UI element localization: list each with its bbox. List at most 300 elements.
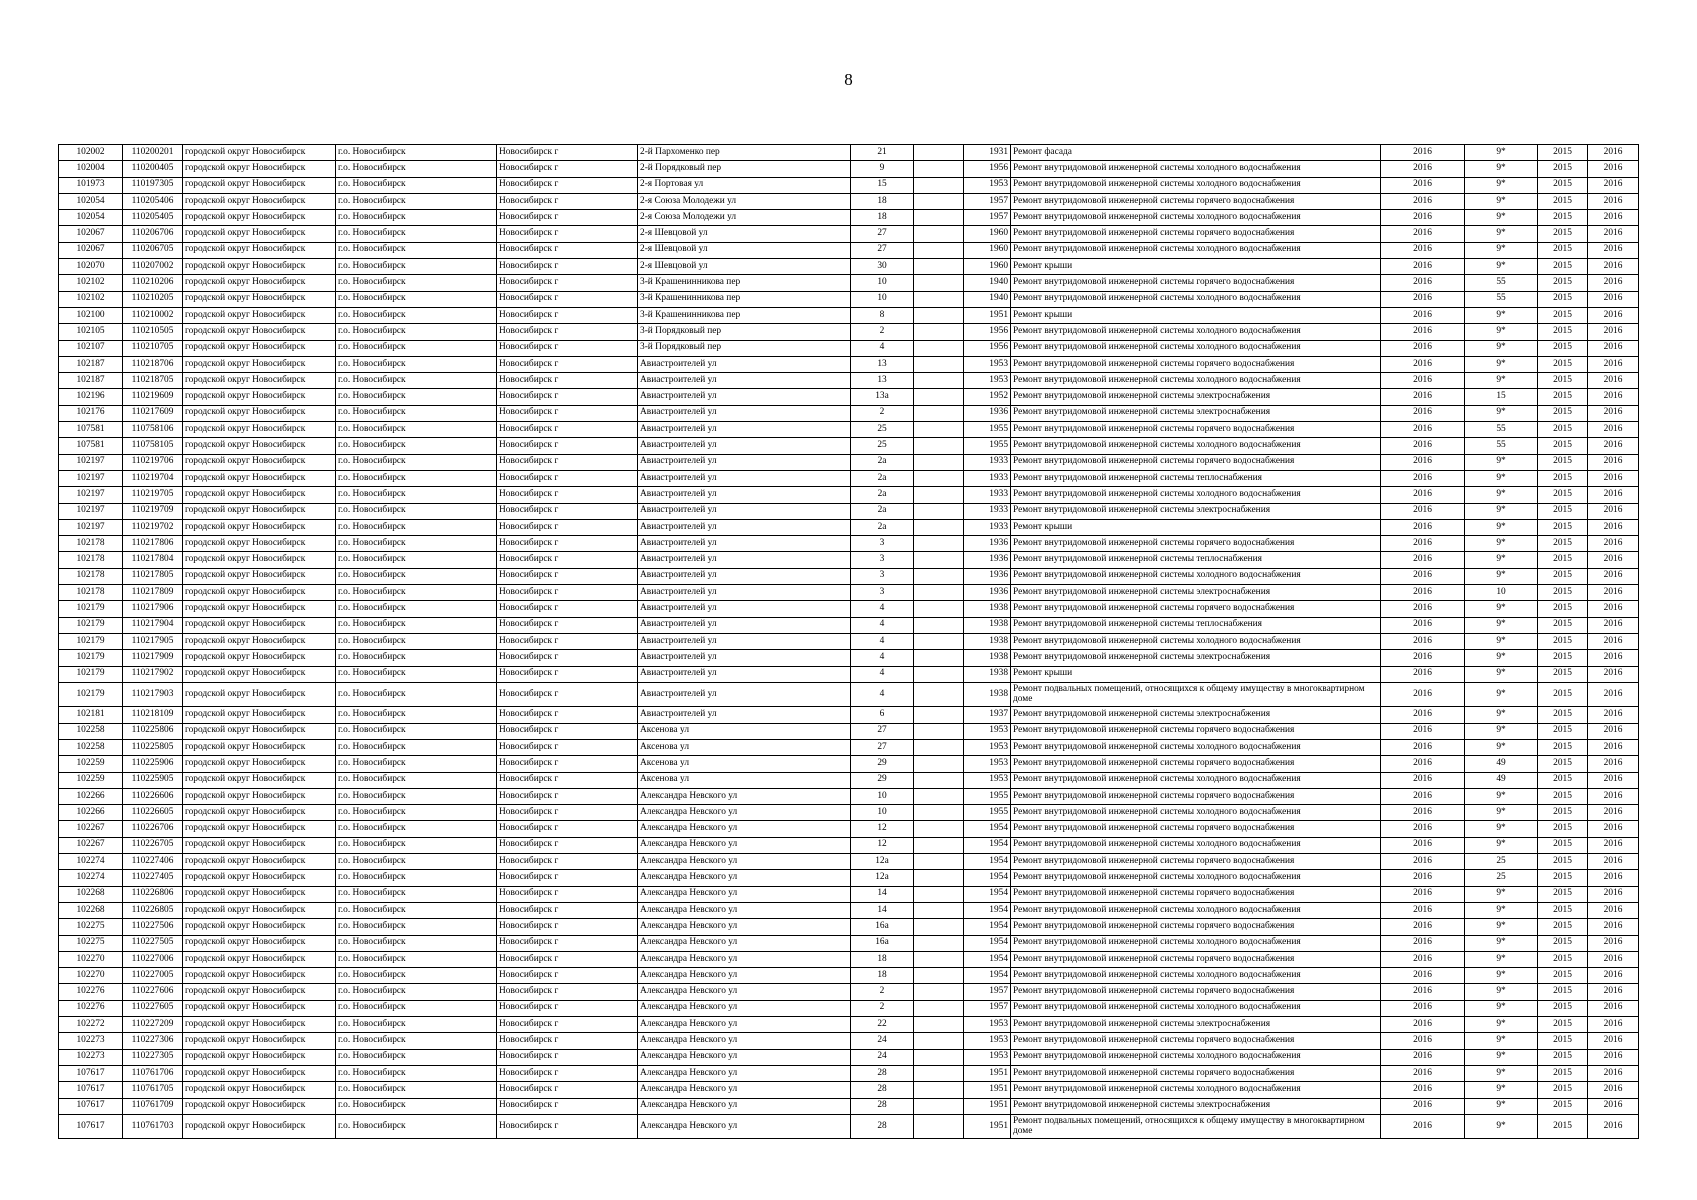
work-type-cell: Ремонт внутридомовой инженерной системы холодного водоснабжения (1011, 242, 1381, 258)
work-code-cell: 110200201 (123, 145, 183, 161)
work-type-cell: Ремонт внутридомовой инженерной системы холодного водоснабжения (1011, 177, 1381, 193)
repair-year-cell: 2016 (1381, 1049, 1465, 1065)
end-year-cell: 2016 (1588, 935, 1639, 951)
empty-cell (914, 324, 964, 340)
municipality-cell: г.о. Новосибирск (336, 1017, 497, 1033)
repair-year-cell: 2016 (1381, 1114, 1465, 1139)
municipality-cell: г.о. Новосибирск (336, 633, 497, 649)
municipality-cell: г.о. Новосибирск (336, 650, 497, 666)
district-cell: городской округ Новосибирск (183, 552, 336, 568)
municipality-cell: г.о. Новосибирск (336, 487, 497, 503)
work-type-cell: Ремонт внутридомовой инженерной системы холодного водоснабжения (1011, 291, 1381, 307)
street-cell: Авиастроителей ул (638, 519, 851, 535)
street-cell: Александра Невского ул (638, 951, 851, 967)
build-year-cell: 1957 (964, 193, 1011, 209)
house-number-cell: 3 (851, 585, 914, 601)
house-id-cell: 102054 (59, 193, 123, 209)
start-year-cell: 2015 (1538, 503, 1588, 519)
table-row (59, 805, 1639, 821)
work-type-cell: Ремонт внутридомовой инженерной системы теплоснабжения (1011, 617, 1381, 633)
build-year-cell: 1951 (964, 307, 1011, 323)
locality-cell: Новосибирск г (497, 935, 638, 951)
empty-cell (914, 552, 964, 568)
house-id-cell: 102100 (59, 307, 123, 323)
end-year-cell: 2016 (1588, 340, 1639, 356)
house-id-cell: 102267 (59, 821, 123, 837)
start-year-cell: 2015 (1538, 951, 1588, 967)
note-cell: 25 (1465, 854, 1538, 870)
work-code-cell: 110227405 (123, 870, 183, 886)
start-year-cell: 2015 (1538, 405, 1588, 421)
house-id-cell: 107581 (59, 438, 123, 454)
municipality-cell: г.о. Новосибирск (336, 1082, 497, 1098)
end-year-cell: 2016 (1588, 650, 1639, 666)
district-cell: городской округ Новосибирск (183, 470, 336, 486)
note-cell: 9* (1465, 324, 1538, 340)
start-year-cell: 2015 (1538, 373, 1588, 389)
street-cell: 2-я Шевцовой ул (638, 259, 851, 275)
end-year-cell: 2016 (1588, 422, 1639, 438)
work-type-cell: Ремонт внутридомовой инженерной системы горячего водоснабжения (1011, 951, 1381, 967)
build-year-cell: 1954 (964, 968, 1011, 984)
repair-year-cell: 2016 (1381, 1000, 1465, 1016)
note-cell: 9* (1465, 666, 1538, 682)
locality-cell: Новосибирск г (497, 821, 638, 837)
end-year-cell: 2016 (1588, 1049, 1639, 1065)
end-year-cell: 2016 (1588, 568, 1639, 584)
locality-cell: Новосибирск г (497, 1017, 638, 1033)
build-year-cell: 1954 (964, 886, 1011, 902)
start-year-cell: 2015 (1538, 356, 1588, 372)
table-row (59, 1098, 1639, 1114)
table-row (59, 1049, 1639, 1065)
start-year-cell: 2015 (1538, 1114, 1588, 1139)
repair-year-cell: 2016 (1381, 356, 1465, 372)
note-cell: 9* (1465, 650, 1538, 666)
work-type-cell: Ремонт внутридомовой инженерной системы электроснабжения (1011, 1017, 1381, 1033)
house-id-cell: 102067 (59, 226, 123, 242)
street-cell: 2-я Шевцовой ул (638, 226, 851, 242)
note-cell: 9* (1465, 193, 1538, 209)
street-cell: Александра Невского ул (638, 1017, 851, 1033)
house-number-cell: 18 (851, 951, 914, 967)
work-code-cell: 110200405 (123, 161, 183, 177)
locality-cell: Новосибирск г (497, 1065, 638, 1081)
work-type-cell: Ремонт внутридомовой инженерной системы горячего водоснабжения (1011, 756, 1381, 772)
district-cell: городской округ Новосибирск (183, 805, 336, 821)
work-type-cell: Ремонт внутридомовой инженерной системы горячего водоснабжения (1011, 788, 1381, 804)
house-number-cell: 27 (851, 739, 914, 755)
note-cell: 9* (1465, 145, 1538, 161)
street-cell: Авиастроителей ул (638, 503, 851, 519)
locality-cell: Новосибирск г (497, 1049, 638, 1065)
street-cell: Авиастроителей ул (638, 633, 851, 649)
municipality-cell: г.о. Новосибирск (336, 617, 497, 633)
note-cell: 9* (1465, 536, 1538, 552)
district-cell: городской округ Новосибирск (183, 161, 336, 177)
note-cell: 9* (1465, 821, 1538, 837)
start-year-cell: 2015 (1538, 984, 1588, 1000)
house-number-cell: 24 (851, 1033, 914, 1049)
build-year-cell: 1953 (964, 756, 1011, 772)
district-cell: городской округ Новосибирск (183, 756, 336, 772)
start-year-cell: 2015 (1538, 968, 1588, 984)
locality-cell: Новосибирск г (497, 193, 638, 209)
work-code-cell: 110225805 (123, 739, 183, 755)
table-row (59, 275, 1639, 291)
locality-cell: Новосибирск г (497, 1082, 638, 1098)
repair-year-cell: 2016 (1381, 193, 1465, 209)
house-id-cell: 102102 (59, 291, 123, 307)
build-year-cell: 1952 (964, 389, 1011, 405)
table-row (59, 837, 1639, 853)
empty-cell (914, 307, 964, 323)
empty-cell (914, 854, 964, 870)
house-id-cell: 102197 (59, 454, 123, 470)
work-type-cell: Ремонт внутридомовой инженерной системы холодного водоснабжения (1011, 568, 1381, 584)
repair-year-cell: 2016 (1381, 1017, 1465, 1033)
end-year-cell: 2016 (1588, 707, 1639, 723)
table-row (59, 389, 1639, 405)
locality-cell: Новосибирск г (497, 503, 638, 519)
table-row (59, 902, 1639, 918)
house-id-cell: 102179 (59, 650, 123, 666)
work-type-cell: Ремонт внутридомовой инженерной системы холодного водоснабжения (1011, 1000, 1381, 1016)
table-row (59, 324, 1639, 340)
house-id-cell: 102268 (59, 902, 123, 918)
end-year-cell: 2016 (1588, 536, 1639, 552)
locality-cell: Новосибирск г (497, 373, 638, 389)
locality-cell: Новосибирск г (497, 837, 638, 853)
work-code-cell: 110227506 (123, 919, 183, 935)
note-cell: 9* (1465, 1098, 1538, 1114)
district-cell: городской округ Новосибирск (183, 854, 336, 870)
house-id-cell: 102267 (59, 837, 123, 853)
house-number-cell: 27 (851, 226, 914, 242)
locality-cell: Новосибирск г (497, 454, 638, 470)
municipality-cell: г.о. Новосибирск (336, 536, 497, 552)
district-cell: городской округ Новосибирск (183, 145, 336, 161)
build-year-cell: 1937 (964, 707, 1011, 723)
empty-cell (914, 1017, 964, 1033)
note-cell: 9* (1465, 682, 1538, 707)
repair-year-cell: 2016 (1381, 470, 1465, 486)
work-type-cell: Ремонт внутридомовой инженерной системы холодного водоснабжения (1011, 739, 1381, 755)
empty-cell (914, 373, 964, 389)
locality-cell: Новосибирск г (497, 650, 638, 666)
municipality-cell: г.о. Новосибирск (336, 242, 497, 258)
empty-cell (914, 723, 964, 739)
repair-year-cell: 2016 (1381, 503, 1465, 519)
empty-cell (914, 682, 964, 707)
build-year-cell: 1957 (964, 984, 1011, 1000)
house-id-cell: 102107 (59, 340, 123, 356)
repair-year-cell: 2016 (1381, 389, 1465, 405)
build-year-cell: 1955 (964, 805, 1011, 821)
district-cell: городской округ Новосибирск (183, 1049, 336, 1065)
empty-cell (914, 470, 964, 486)
house-id-cell: 102187 (59, 373, 123, 389)
district-cell: городской округ Новосибирск (183, 405, 336, 421)
note-cell: 9* (1465, 788, 1538, 804)
build-year-cell: 1951 (964, 1098, 1011, 1114)
table-row (59, 617, 1639, 633)
municipality-cell: г.о. Новосибирск (336, 1000, 497, 1016)
end-year-cell: 2016 (1588, 837, 1639, 853)
street-cell: Аксенова ул (638, 723, 851, 739)
note-cell: 9* (1465, 552, 1538, 568)
street-cell: Александра Невского ул (638, 821, 851, 837)
work-code-cell: 110761706 (123, 1065, 183, 1081)
build-year-cell: 1954 (964, 821, 1011, 837)
build-year-cell: 1955 (964, 422, 1011, 438)
end-year-cell: 2016 (1588, 1017, 1639, 1033)
table-row (59, 487, 1639, 503)
district-cell: городской округ Новосибирск (183, 935, 336, 951)
work-code-cell: 110217805 (123, 568, 183, 584)
table-row (59, 145, 1639, 161)
end-year-cell: 2016 (1588, 145, 1639, 161)
work-type-cell: Ремонт внутридомовой инженерной системы холодного водоснабжения (1011, 161, 1381, 177)
municipality-cell: г.о. Новосибирск (336, 1033, 497, 1049)
street-cell: 3-й Крашенинникова пер (638, 307, 851, 323)
start-year-cell: 2015 (1538, 1082, 1588, 1098)
municipality-cell: г.о. Новосибирск (336, 919, 497, 935)
end-year-cell: 2016 (1588, 405, 1639, 421)
municipality-cell: г.о. Новосибирск (336, 805, 497, 821)
end-year-cell: 2016 (1588, 821, 1639, 837)
house-number-cell: 4 (851, 601, 914, 617)
house-id-cell: 107617 (59, 1098, 123, 1114)
municipality-cell: г.о. Новосибирск (336, 756, 497, 772)
district-cell: городской округ Новосибирск (183, 1033, 336, 1049)
municipality-cell: г.о. Новосибирск (336, 422, 497, 438)
locality-cell: Новосибирск г (497, 568, 638, 584)
empty-cell (914, 919, 964, 935)
empty-cell (914, 487, 964, 503)
end-year-cell: 2016 (1588, 723, 1639, 739)
table-row (59, 552, 1639, 568)
table-row (59, 470, 1639, 486)
note-cell: 55 (1465, 422, 1538, 438)
locality-cell: Новосибирск г (497, 226, 638, 242)
repair-year-cell: 2016 (1381, 291, 1465, 307)
start-year-cell: 2015 (1538, 454, 1588, 470)
locality-cell: Новосибирск г (497, 552, 638, 568)
work-code-cell: 110227209 (123, 1017, 183, 1033)
empty-cell (914, 788, 964, 804)
work-type-cell: Ремонт внутридомовой инженерной системы холодного водоснабжения (1011, 968, 1381, 984)
district-cell: городской округ Новосибирск (183, 1082, 336, 1098)
locality-cell: Новосибирск г (497, 805, 638, 821)
locality-cell: Новосибирск г (497, 177, 638, 193)
house-id-cell: 102275 (59, 935, 123, 951)
repair-year-cell: 2016 (1381, 601, 1465, 617)
empty-cell (914, 968, 964, 984)
street-cell: Авиастроителей ул (638, 568, 851, 584)
district-cell: городской округ Новосибирск (183, 633, 336, 649)
end-year-cell: 2016 (1588, 438, 1639, 454)
work-code-cell: 110226706 (123, 821, 183, 837)
table-row (59, 177, 1639, 193)
work-type-cell: Ремонт внутридомовой инженерной системы горячего водоснабжения (1011, 454, 1381, 470)
municipality-cell: г.о. Новосибирск (336, 438, 497, 454)
street-cell: Авиастроителей ул (638, 666, 851, 682)
house-id-cell: 102266 (59, 788, 123, 804)
work-code-cell: 110227605 (123, 1000, 183, 1016)
district-cell: городской округ Новосибирск (183, 503, 336, 519)
work-code-cell: 110210505 (123, 324, 183, 340)
municipality-cell: г.о. Новосибирск (336, 821, 497, 837)
house-number-cell: 13 (851, 373, 914, 389)
house-number-cell: 2а (851, 487, 914, 503)
locality-cell: Новосибирск г (497, 854, 638, 870)
work-type-cell: Ремонт внутридомовой инженерной системы электроснабжения (1011, 707, 1381, 723)
work-code-cell: 110219702 (123, 519, 183, 535)
empty-cell (914, 161, 964, 177)
district-cell: городской округ Новосибирск (183, 275, 336, 291)
work-type-cell: Ремонт внутридомовой инженерной системы холодного водоснабжения (1011, 340, 1381, 356)
house-id-cell: 102179 (59, 601, 123, 617)
house-number-cell: 25 (851, 422, 914, 438)
street-cell: Александра Невского ул (638, 837, 851, 853)
municipality-cell: г.о. Новосибирск (336, 356, 497, 372)
build-year-cell: 1955 (964, 438, 1011, 454)
end-year-cell: 2016 (1588, 805, 1639, 821)
build-year-cell: 1960 (964, 259, 1011, 275)
house-id-cell: 102266 (59, 805, 123, 821)
work-code-cell: 110217809 (123, 585, 183, 601)
empty-cell (914, 601, 964, 617)
work-code-cell: 110217806 (123, 536, 183, 552)
repair-year-cell: 2016 (1381, 682, 1465, 707)
work-code-cell: 110226705 (123, 837, 183, 853)
house-number-cell: 6 (851, 707, 914, 723)
build-year-cell: 1954 (964, 935, 1011, 951)
empty-cell (914, 772, 964, 788)
build-year-cell: 1953 (964, 177, 1011, 193)
table-row (59, 1114, 1639, 1139)
table-row (59, 739, 1639, 755)
district-cell: городской округ Новосибирск (183, 1017, 336, 1033)
locality-cell: Новосибирск г (497, 210, 638, 226)
build-year-cell: 1953 (964, 723, 1011, 739)
work-code-cell: 110758105 (123, 438, 183, 454)
start-year-cell: 2015 (1538, 291, 1588, 307)
start-year-cell: 2015 (1538, 389, 1588, 405)
district-cell: городской округ Новосибирск (183, 193, 336, 209)
table-row (59, 1033, 1639, 1049)
repair-year-cell: 2016 (1381, 438, 1465, 454)
note-cell: 9* (1465, 601, 1538, 617)
start-year-cell: 2015 (1538, 1049, 1588, 1065)
municipality-cell: г.о. Новосибирск (336, 519, 497, 535)
district-cell: городской округ Новосибирск (183, 585, 336, 601)
build-year-cell: 1933 (964, 503, 1011, 519)
note-cell: 9* (1465, 242, 1538, 258)
district-cell: городской округ Новосибирск (183, 373, 336, 389)
district-cell: городской округ Новосибирск (183, 837, 336, 853)
table-row (59, 568, 1639, 584)
district-cell: городской округ Новосибирск (183, 1098, 336, 1114)
locality-cell: Новосибирск г (497, 585, 638, 601)
start-year-cell: 2015 (1538, 682, 1588, 707)
start-year-cell: 2015 (1538, 601, 1588, 617)
table-row (59, 1000, 1639, 1016)
repair-year-cell: 2016 (1381, 650, 1465, 666)
work-code-cell: 110217903 (123, 682, 183, 707)
locality-cell: Новосибирск г (497, 951, 638, 967)
district-cell: городской округ Новосибирск (183, 226, 336, 242)
repair-year-cell: 2016 (1381, 307, 1465, 323)
build-year-cell: 1936 (964, 536, 1011, 552)
work-code-cell: 110217609 (123, 405, 183, 421)
build-year-cell: 1938 (964, 682, 1011, 707)
repair-year-cell: 2016 (1381, 1065, 1465, 1081)
note-cell: 9* (1465, 1082, 1538, 1098)
repair-year-cell: 2016 (1381, 585, 1465, 601)
repair-year-cell: 2016 (1381, 968, 1465, 984)
repair-year-cell: 2016 (1381, 552, 1465, 568)
note-cell: 55 (1465, 291, 1538, 307)
district-cell: городской округ Новосибирск (183, 177, 336, 193)
house-number-cell: 18 (851, 968, 914, 984)
note-cell: 9* (1465, 837, 1538, 853)
start-year-cell: 2015 (1538, 340, 1588, 356)
work-type-cell: Ремонт фасада (1011, 145, 1381, 161)
house-id-cell: 102259 (59, 772, 123, 788)
table-row (59, 519, 1639, 535)
repair-year-cell: 2016 (1381, 951, 1465, 967)
empty-cell (914, 454, 964, 470)
empty-cell (914, 275, 964, 291)
house-id-cell: 102274 (59, 870, 123, 886)
build-year-cell: 1954 (964, 919, 1011, 935)
repair-year-cell: 2016 (1381, 617, 1465, 633)
house-number-cell: 2а (851, 519, 914, 535)
locality-cell: Новосибирск г (497, 519, 638, 535)
start-year-cell: 2015 (1538, 739, 1588, 755)
build-year-cell: 1954 (964, 902, 1011, 918)
table-row (59, 373, 1639, 389)
house-number-cell: 22 (851, 1017, 914, 1033)
house-number-cell: 29 (851, 772, 914, 788)
repair-year-cell: 2016 (1381, 536, 1465, 552)
empty-cell (914, 821, 964, 837)
repair-year-cell: 2016 (1381, 805, 1465, 821)
locality-cell: Новосибирск г (497, 487, 638, 503)
table-row (59, 307, 1639, 323)
start-year-cell: 2015 (1538, 1065, 1588, 1081)
district-cell: городской округ Новосибирск (183, 356, 336, 372)
house-number-cell: 4 (851, 340, 914, 356)
start-year-cell: 2015 (1538, 666, 1588, 682)
end-year-cell: 2016 (1588, 275, 1639, 291)
end-year-cell: 2016 (1588, 902, 1639, 918)
district-cell: городской округ Новосибирск (183, 438, 336, 454)
street-cell: Авиастроителей ул (638, 373, 851, 389)
note-cell: 55 (1465, 275, 1538, 291)
empty-cell (914, 617, 964, 633)
house-id-cell: 102197 (59, 470, 123, 486)
street-cell: Авиастроителей ул (638, 438, 851, 454)
street-cell: Авиастроителей ул (638, 650, 851, 666)
build-year-cell: 1956 (964, 161, 1011, 177)
house-id-cell: 102187 (59, 356, 123, 372)
work-type-cell: Ремонт внутридомовой инженерной системы горячего водоснабжения (1011, 723, 1381, 739)
street-cell: Александра Невского ул (638, 805, 851, 821)
street-cell: Александра Невского ул (638, 984, 851, 1000)
